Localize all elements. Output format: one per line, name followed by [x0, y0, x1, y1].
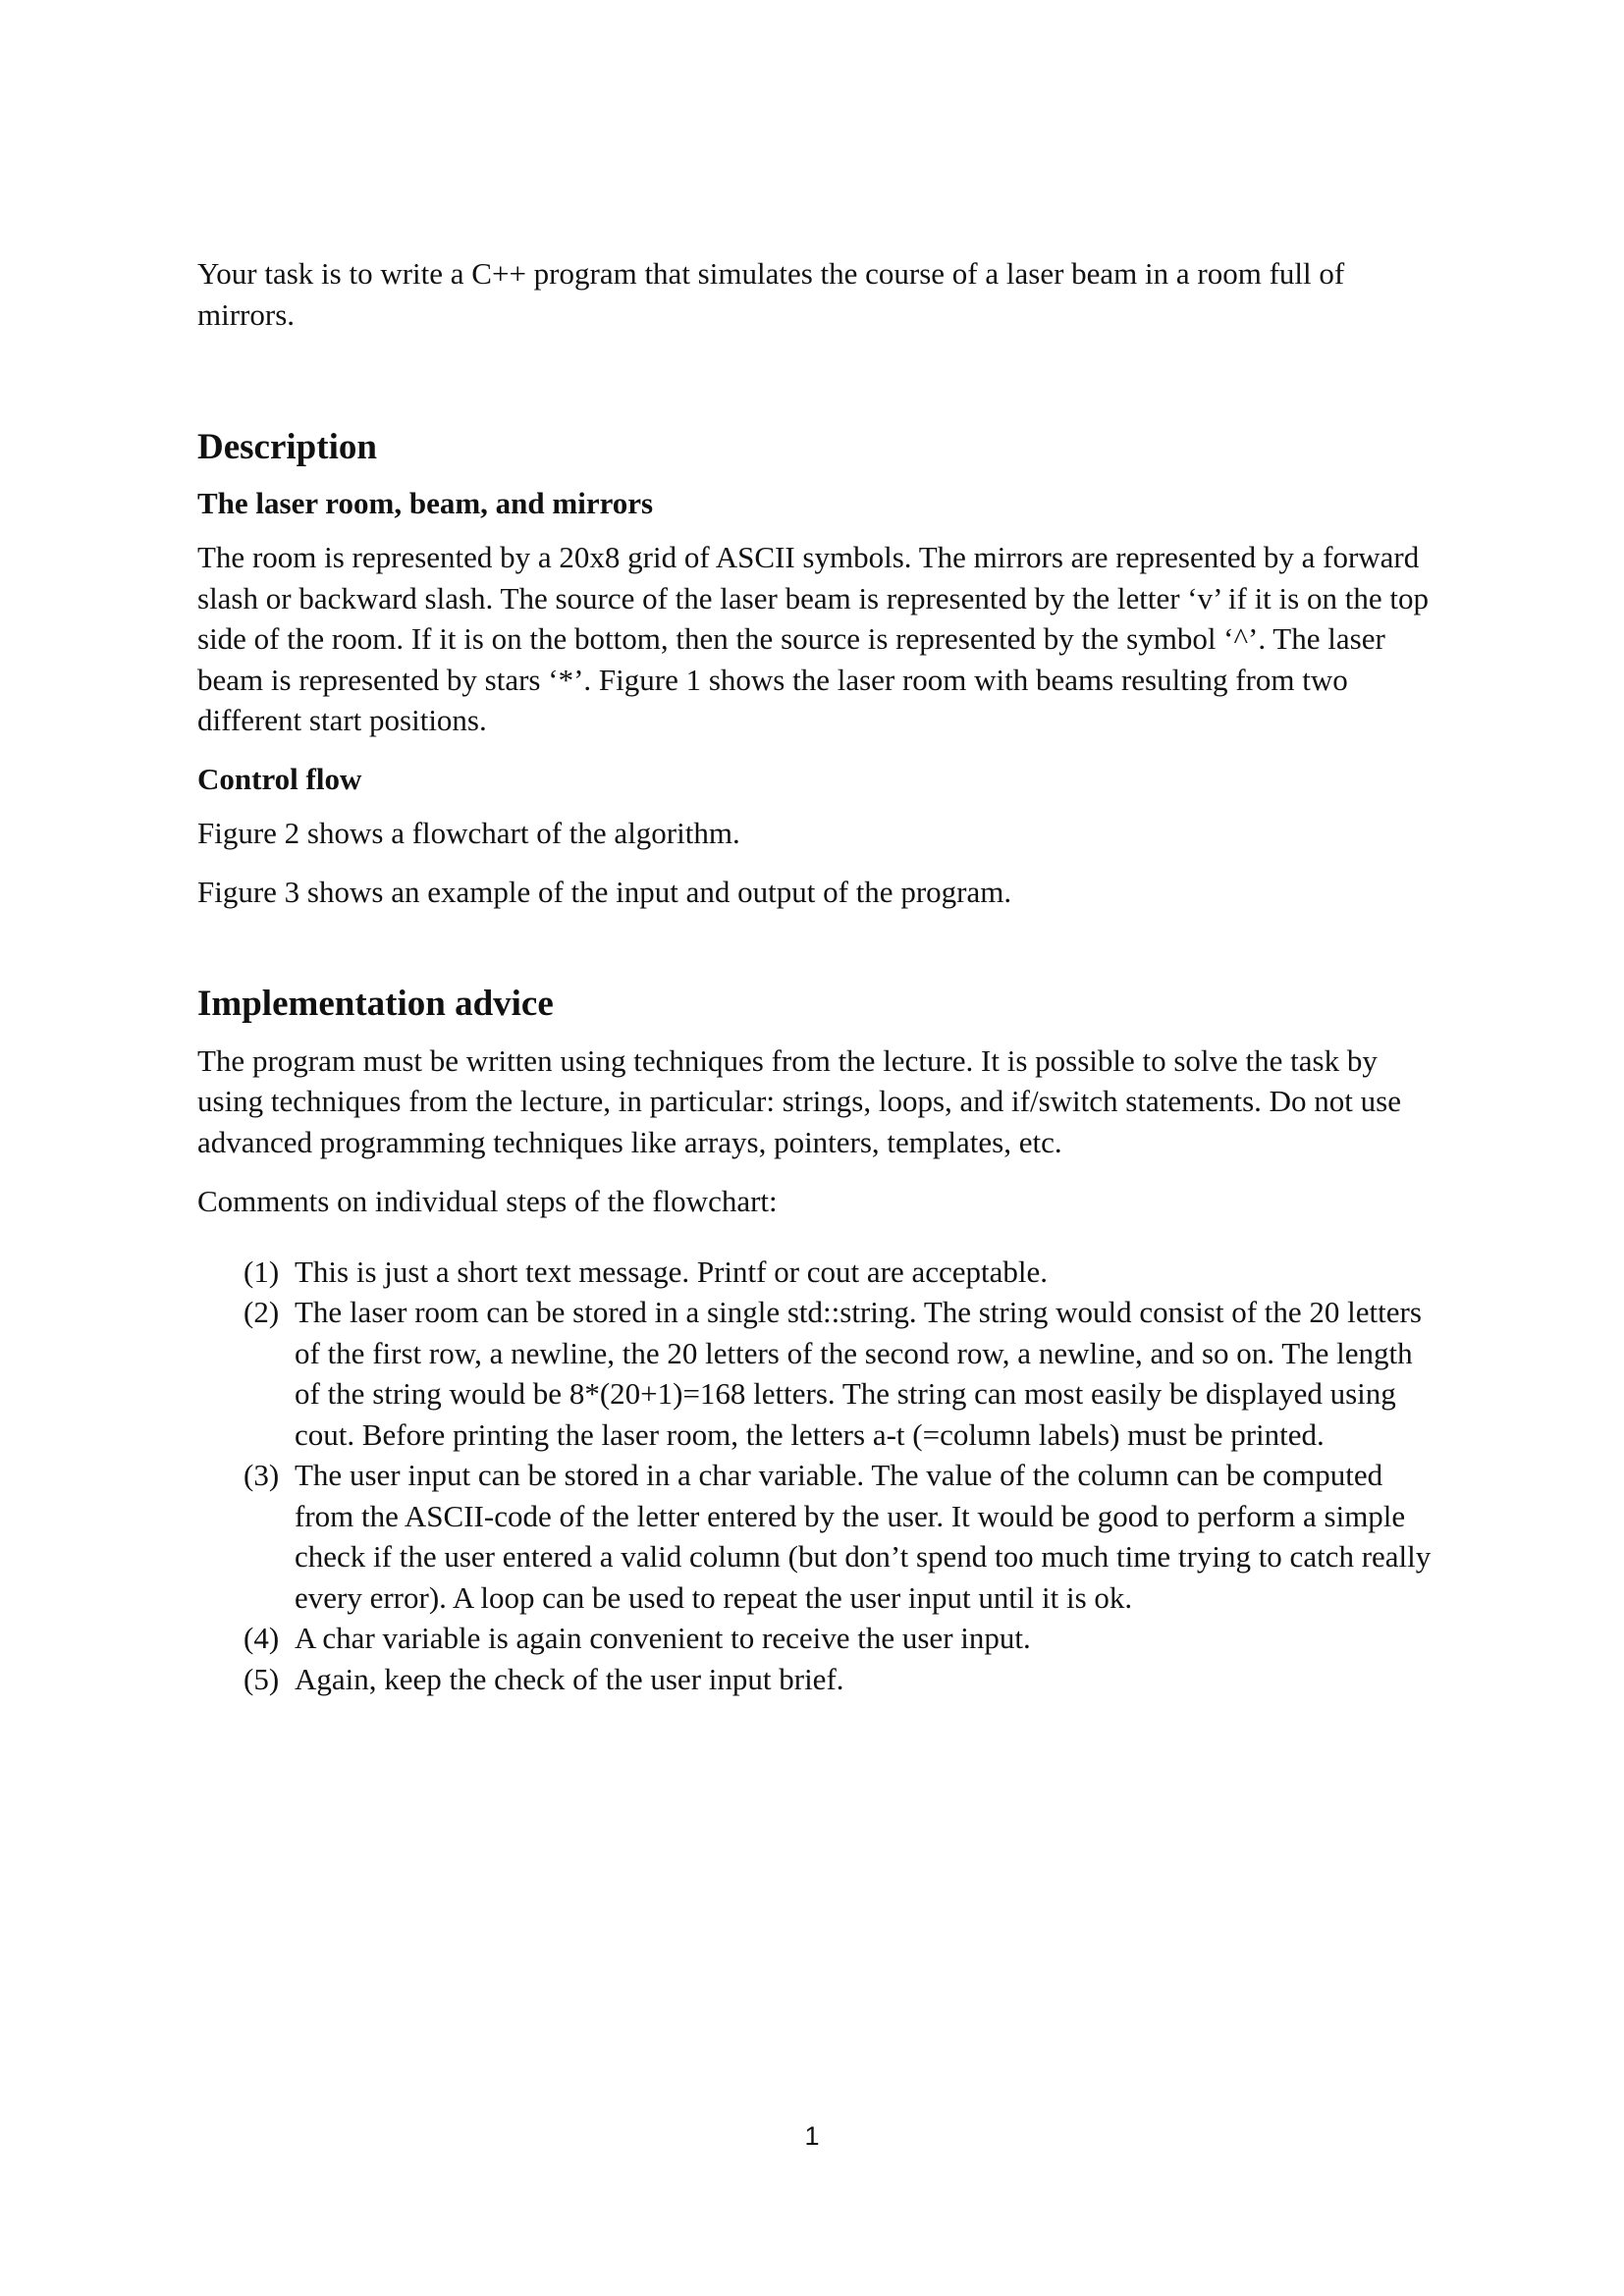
list-item-number: (1): [244, 1254, 280, 1289]
page-number: 1: [804, 2121, 820, 2151]
list-item: [244, 1292, 1435, 1455]
flowchart-step-comments-list: [197, 1252, 1435, 1700]
list-item-text: Again, keep the check of the user input brief.: [295, 1661, 844, 1696]
list-item-text: A char variable is again convenient to receive the user input.: [295, 1621, 1031, 1655]
description-heading: Description: [197, 427, 377, 467]
techniques-paragraph: The program must be written using techniques from the lecture. It is possible to solve the task by using techniques from the lecture, in particular: strings, loops, and if/switch statements. Do not use advanced programming techniques like arrays, pointers, templates, etc.: [197, 1042, 1401, 1159]
list-item-number: (4): [244, 1621, 280, 1655]
list-item: [244, 1455, 1435, 1618]
list-item: [244, 1252, 1435, 1293]
laser-room-subheading: The laser room, beam, and mirrors: [197, 486, 654, 520]
control-flow-subheading: Control flow: [197, 761, 362, 796]
list-item-number: (3): [244, 1458, 280, 1492]
list-item-text: The laser room can be stored in a single std::string. The string would consist of the 20 letters of the first row, a newline, the 20 letters of the second row, a newline, and so on. The length of the string would be 8*(20+1)=168 letters. The string can most easily be displayed using cout. Before printing the laser room, the letters a-t (=column labels) must be printed.: [295, 1295, 1422, 1452]
list-item-text: This is just a short text message. Printf or cout are acceptable.: [295, 1254, 1049, 1289]
list-item: [244, 1618, 1435, 1659]
flowchart-paragraph: Figure 2 shows a flowchart of the algorithm.: [197, 815, 740, 850]
intro-paragraph: Your task is to write a C++ program that simulates the course of a laser beam in a room full of mirrors.: [197, 256, 1345, 332]
list-item-number: (2): [244, 1295, 280, 1329]
list-item-number: (5): [244, 1661, 280, 1696]
list-item-text: The user input can be stored in a char variable. The value of the column can be computed from the ASCII-code of the letter entered by the user. It would be good to perform a simple check if the user entered a valid column (but don’t spend too much time trying to catch really every error). A loop can be used to repeat the user input until it is ok.: [295, 1458, 1432, 1615]
list-item: [244, 1659, 1435, 1700]
comments-lead-paragraph: Comments on individual steps of the flowchart:: [197, 1184, 778, 1218]
laser-room-paragraph: The room is represented by a 20x8 grid of ASCII symbols. The mirrors are represented by a forward slash or backward slash. The source of the laser beam is represented by the letter ‘v’ if it is on the top side of the room. If it is on the bottom, then the source is represented by the symbol ‘^’. The laser beam is represented by stars ‘*’. Figure 1 shows the laser room with beams resulting from two different start positions.: [197, 540, 1429, 737]
example-paragraph: Figure 3 shows an example of the input and output of the program.: [197, 875, 1012, 909]
page-content: [197, 253, 1435, 1699]
implementation-advice-heading: Implementation advice: [197, 983, 554, 1024]
